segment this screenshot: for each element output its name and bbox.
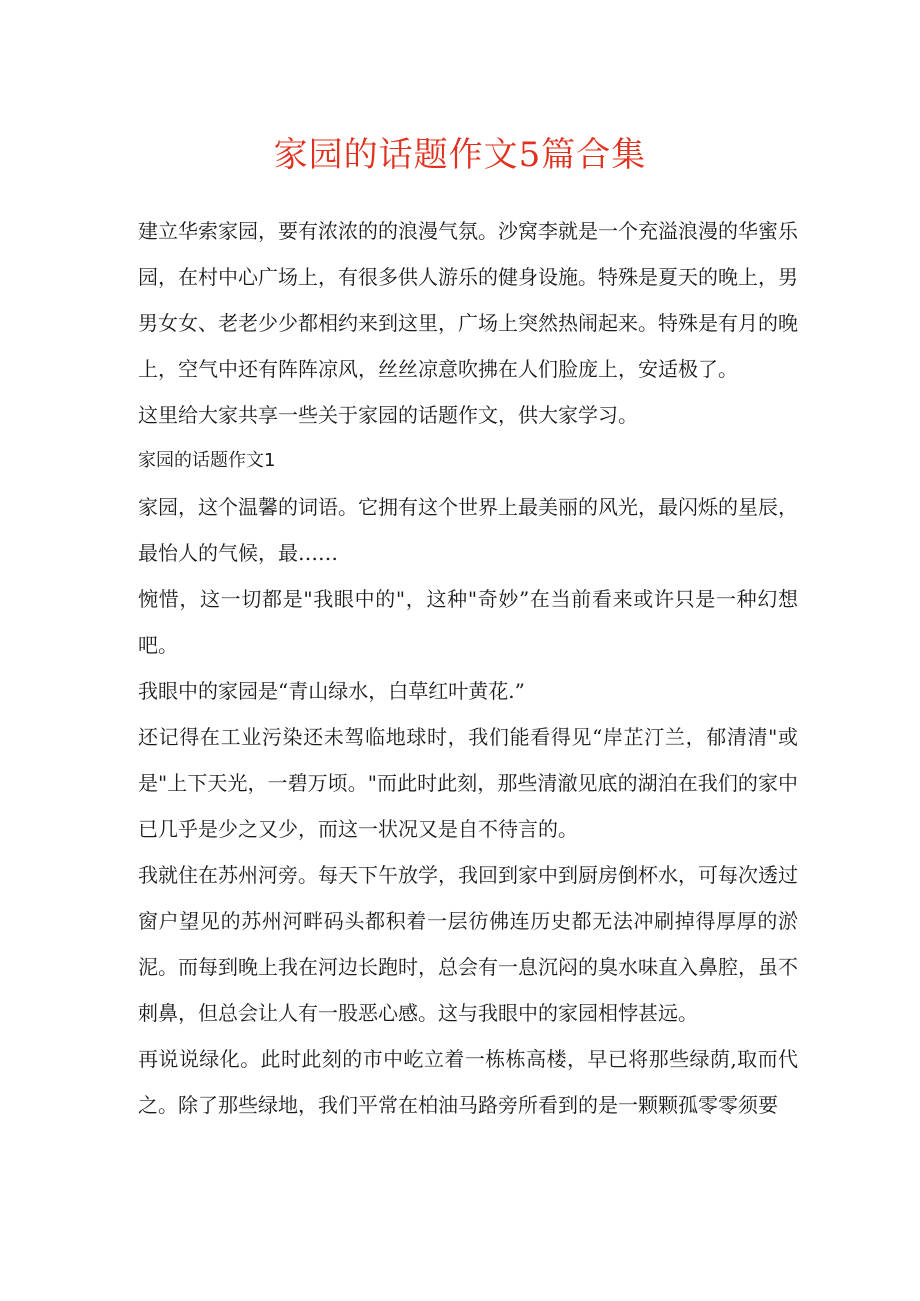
paragraph-intro: 建立华索家园，要有浓浓的的浪漫气氛。沙窝李就是一个充溢浪漫的华蜜乐园，在村中心广场上，有很多供人游乐的健身设施。特殊是夏天的晚上，男男女女、老老少少都相约来到这里，广场上突然热闹起来。特殊是有月的晚上，空气中还有阵阵凉风，丝丝凉意吹拂在人们脸庞上，安适极了。 (138, 219, 798, 381)
essay-heading: 家园的话题作文1 (138, 450, 276, 471)
paragraph-vision: 我眼中的家园是“青山绿水，白草红叶黄花.” (138, 679, 525, 703)
paragraph-greening: 再说说绿化。此时此刻的市中屹立着一栋栋高楼，早已将那些绿荫,取而代之。除了那些绿地，我们平常在柏油马路旁所看到的是一颗颗孤零零须要 (138, 1047, 798, 1117)
paragraph-pity: 惋惜，这一切都是"我眼中的"，这种"奇妙”在当前看来或许只是一种幻想吧。 (138, 587, 798, 657)
document-title: 家园的话题作文5篇合集 (273, 135, 647, 175)
document-body (138, 208, 798, 1128)
paragraph-pollution: 还记得在工业污染还未驾临地球时，我们能看得见“岸芷汀兰，郁清清"或是"上下天光，一碧万顷。"而此时此刻，那些清澈见底的湖泊在我们的家中已几乎是少之又少，而这一状况又是自不待言的。 (138, 725, 798, 841)
paragraph-homeland: 家园，这个温馨的词语。它拥有这个世界上最美丽的风光，最闪烁的星辰，最怡人的气候，最…… (138, 495, 798, 565)
paragraph-suzhou-river: 我就住在苏州河旁。每天下午放学，我回到家中到厨房倒杯水，可每次透过窗户望见的苏州河畔码头都积着一层彷佛连历史都无法冲刷掉得厚厚的淤泥。而每到晚上我在河边长跑时，总会有一息沉闷的臭水味直入鼻腔，虽不刺鼻，但总会让人有一股恶心感。这与我眼中的家园相悖甚远。 (138, 863, 798, 1025)
paragraph-share: 这里给大家共享一些关于家园的话题作文，供大家学习。 (138, 403, 638, 427)
